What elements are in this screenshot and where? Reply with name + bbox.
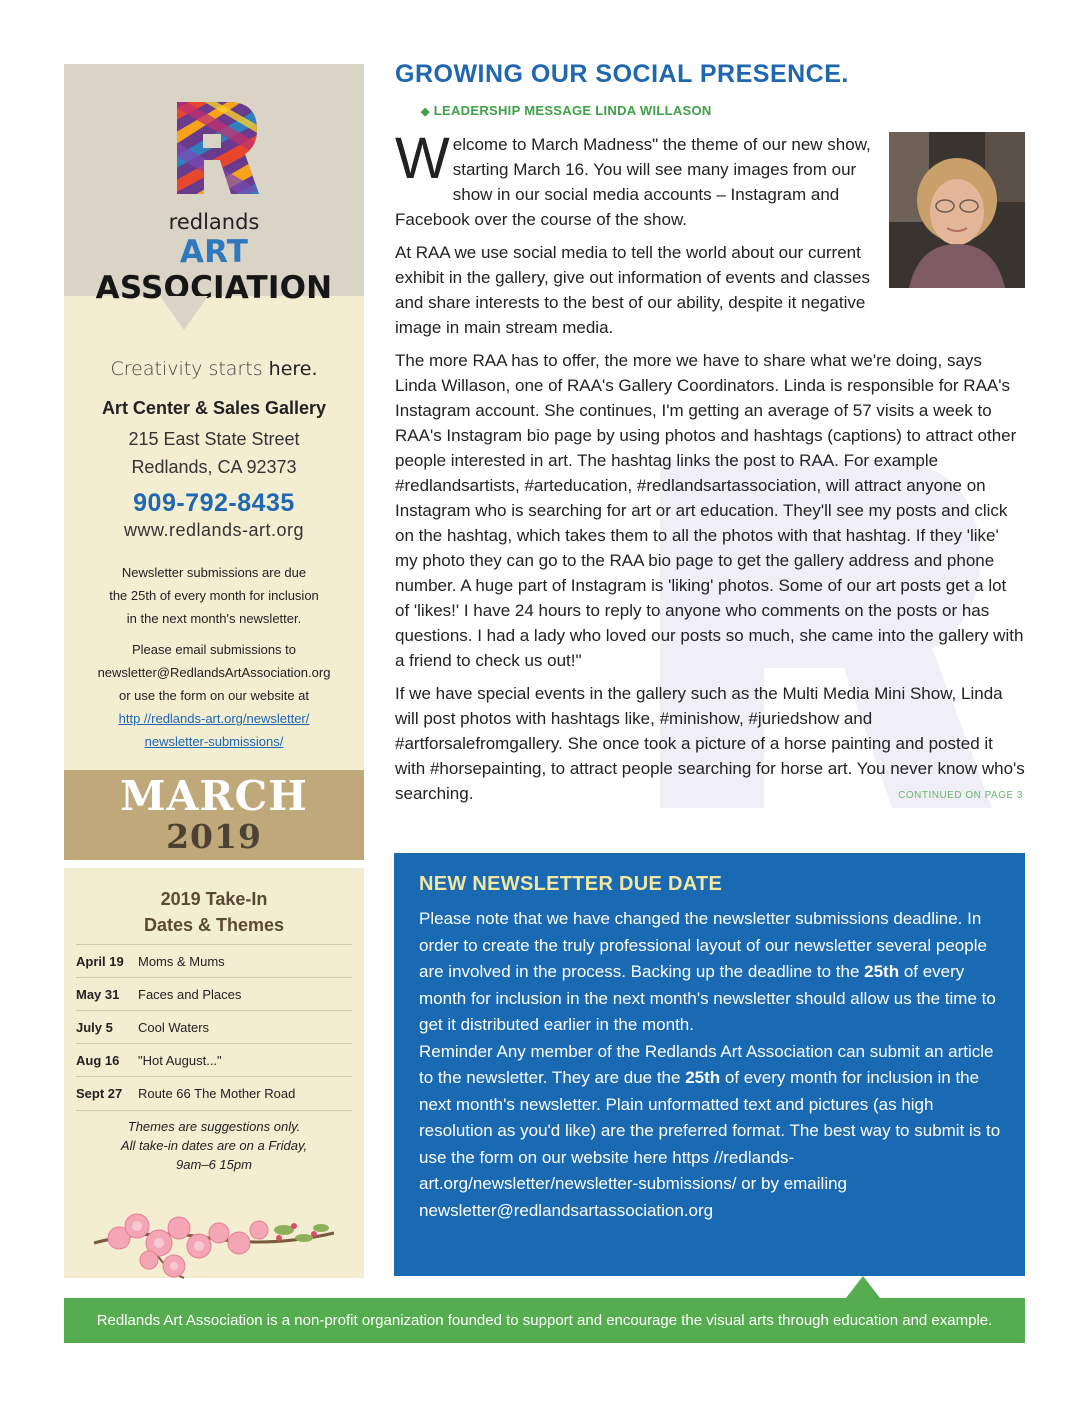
submission-note: Newsletter submissions are due the 25th of every month for inclusion in the next month's newsletter.: [109, 565, 319, 626]
dates-title: 2019 Take-In Dates & Themes: [143, 889, 285, 935]
footer-banner: Redlands Art Association is a non-profit organization founded to support and encourage the visual arts through education and example.: [64, 1298, 1025, 1343]
paragraph: If we have special events in the gallery such as the Multi Media Mini Show, Linda will post photos with hashtags like, #minishow, #juriedshow and #artforsalefromgallery. She once took a picture of a horse painting and posted it with #horsepainting, to attract people searching for horse art. You never know who's searching.: [395, 684, 1025, 803]
form-link[interactable]: http //redlands-art.org/newsletter/: [118, 711, 310, 726]
footer-pointer: [846, 1276, 880, 1298]
table-row: Sept 27 Route 66 The Mother Road: [76, 1077, 352, 1110]
continued-note: CONTINUED ON PAGE 3: [898, 790, 1023, 801]
notice-paragraph: Reminder Any member of the Redlands Art Association can submit an article to the newsletter. They are due the 25th of every month for inclusion in the next month's newsletter. Plain unformatted text and pictures (as high resolution as you'd like) are the preferred format. The best way to submit is to use the form on our website here https //redlands-art.org/newsletter/newsletter-submissions/ or by emailing newsletter@redlandsartassociation.org: [419, 1041, 1001, 1220]
notice-body: [419, 906, 1001, 1224]
notice-paragraph: Please note that we have changed the newsletter submissions deadline. In order to create the truly professional layout of our newsletter several people are involved in the process. Backing up the deadline to the 25th of every month for inclusion in the next month's newsletter should allow us the time to get it distributed earlier in the month.: [419, 909, 996, 1034]
logo-panel: [64, 64, 364, 306]
main-article: [395, 60, 1025, 814]
website-link[interactable]: www.redlands-art.org: [123, 520, 305, 540]
street-address: 215 East State Street: [128, 429, 300, 449]
contact-panel: [64, 296, 364, 770]
table-row: May 31 Faces and Places: [76, 978, 352, 1011]
issue-month-banner: [64, 770, 364, 860]
table-row: Aug 16 "Hot August...": [76, 1044, 352, 1077]
dates-table: [76, 944, 352, 1110]
tagline: Creativity starts here.: [110, 358, 318, 380]
blossom-illustration: [89, 1188, 339, 1288]
sidebar: [64, 64, 364, 1278]
panel-pointer: [160, 296, 208, 330]
diamond-icon: ◆: [421, 106, 430, 118]
city-address: Redlands, CA 92373: [131, 457, 297, 477]
form-link-cont[interactable]: newsletter-submissions/: [144, 734, 284, 749]
dates-note: Themes are suggestions only. All take-in dates are on a Friday, 9am–6 15pm: [76, 1110, 352, 1174]
due-date-notice: [394, 853, 1025, 1276]
paragraph: Welcome to March Madness" the theme of our new show, starting March 16. You will see many images from our show in our social media accounts – Instagram and Facebook over the course of the show.: [395, 126, 871, 229]
table-row: April 19 Moms & Mums: [76, 945, 352, 978]
phone-number[interactable]: 909-792-8435: [133, 489, 295, 517]
byline: ◆ LEADERSHIP MESSAGE LINDA WILLASON: [421, 103, 712, 118]
logo-subtitle: redlands: [168, 210, 260, 234]
redlands-logo-icon: [173, 100, 259, 196]
gallery-name: Art Center & Sales Gallery: [101, 398, 327, 418]
logo-title: ART ASSOCIATION: [95, 234, 333, 306]
issue-year: 2019: [166, 817, 262, 856]
drop-cap: W: [395, 126, 450, 191]
take-in-dates-panel: [64, 868, 364, 1278]
article-headline: GROWING OUR SOCIAL PRESENCE.: [395, 60, 849, 88]
paragraph: The more RAA has to offer, the more we have to share what we're doing, says Linda Willason, one of RAA's Gallery Coordinators. Linda is responsible for RAA's Instagram account. She continues, I'm getting an average of 57 visits a week to RAA's Instagram bio page by using photos and hashtags (captions) to attract other people interested in art. The hashtag links the post to RAA. For example #redlandsartists, #arteducation, #redlandsartassociation, will attract anyone on Instagram who is searching for art or art education. They'll see my posts and click on the hashtag, which takes them to all the photos with that hashtag. If they 'like' my photo they can go to the RAA bio page to get the gallery address and phone number. A huge part of Instagram is 'liking' photos. Some of our art posts get a lot of 'likes!' I have 24 hours to reply to anyone who comments on the posts or has questions. I had a lady who loved our posts so much, she came into the gallery with a friend to check us out!": [395, 351, 1024, 670]
notice-title: NEW NEWSLETTER DUE DATE: [419, 873, 723, 895]
email-note: Please email submissions to newsletter@RedlandsArtAssociation.org or use the form on our website at http //redlands-art.org/newsletter/ newsletter-submissions/: [97, 642, 331, 749]
issue-month: MARCH: [120, 772, 308, 820]
portrait-photo: [889, 132, 1025, 288]
paragraph: At RAA we use social media to tell the world about our current exhibit in the gallery, give out information of events and classes and share interests to the best of our ability, despite it negative image in main stream media.: [395, 243, 871, 337]
table-row: July 5 Cool Waters: [76, 1011, 352, 1044]
article-body: [395, 126, 1025, 806]
